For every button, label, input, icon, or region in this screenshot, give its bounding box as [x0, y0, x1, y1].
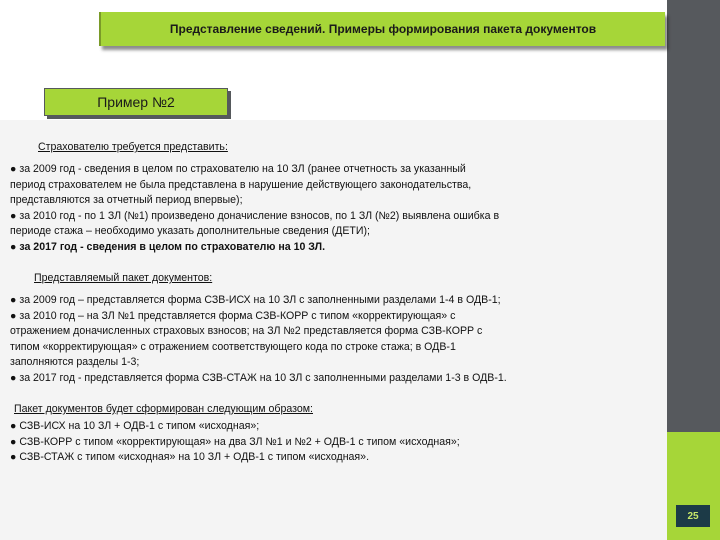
text-line: период страхователем не была представлена в нарушение действующего законодательства, [10, 178, 472, 191]
section-2-title: Представляемый пакет документов: [34, 272, 213, 284]
section-3-text [10, 419, 662, 466]
text-line: ● СЗВ-КОРР с типом «корректирующая» на два ЗЛ №1 и №2 + ОДВ-1 с типом «исходная»; [10, 435, 460, 448]
section-1-text [10, 162, 662, 256]
text-line: ● за 2010 год – на ЗЛ №1 представляется форма СЗВ-КОРР с типом «корректирующая» с [10, 309, 456, 322]
example-label: Пример №2 [44, 88, 228, 116]
text-line: периоде стажа – необходимо указать дополнительные сведения (ДЕТИ); [10, 225, 370, 238]
section-2-text [10, 293, 662, 387]
text-line: ● за 2017 год - сведения в целом по страхователю на 10 ЗЛ. [10, 240, 326, 253]
text-line: ● СЗВ-СТАЖ с типом «исходная» на 10 ЗЛ + ОДВ-1 с типом «исходная». [10, 451, 370, 464]
section-1-title: Страхователю требуется представить: [38, 141, 228, 153]
slide-title: Представление сведений. Примеры формирования пакета документов [99, 12, 665, 46]
page-number-badge: 25 [676, 505, 710, 527]
section-3-title: Пакет документов будет сформирован следующим образом: [14, 403, 313, 415]
text-line: ● за 2010 год - по 1 ЗЛ (№1) произведено доначисление взносов, по 1 ЗЛ (№2) выявлена ошибка в [10, 209, 500, 222]
text-line: ● за 2009 год - сведения в целом по страхователю на 10 ЗЛ (ранее отчетность за указанный [10, 163, 466, 175]
text-line: представляются за отчетный период впервые); [10, 194, 243, 207]
text-line: ● за 2017 год - представляется форма СЗВ-СТАЖ на 10 ЗЛ с заполненными разделами 1-3 в ОДВ-1. [10, 371, 507, 384]
text-line: типом «корректирующая» с отражением соответствующего кода по строке стажа; в ОДВ-1 [10, 340, 456, 353]
text-line: ● за 2009 год – представляется форма СЗВ-ИСХ на 10 ЗЛ с заполненными разделами 1-4 в ОДВ-1; [10, 294, 501, 306]
text-line: отражением доначисленных страховых взносов; на ЗЛ №2 представляется форма СЗВ-КОРР с [10, 325, 483, 338]
text-line: ● СЗВ-ИСХ на 10 ЗЛ + ОДВ-1 с типом «исходная»; [10, 420, 260, 432]
text-line: заполняются разделы 1-3; [10, 356, 140, 369]
